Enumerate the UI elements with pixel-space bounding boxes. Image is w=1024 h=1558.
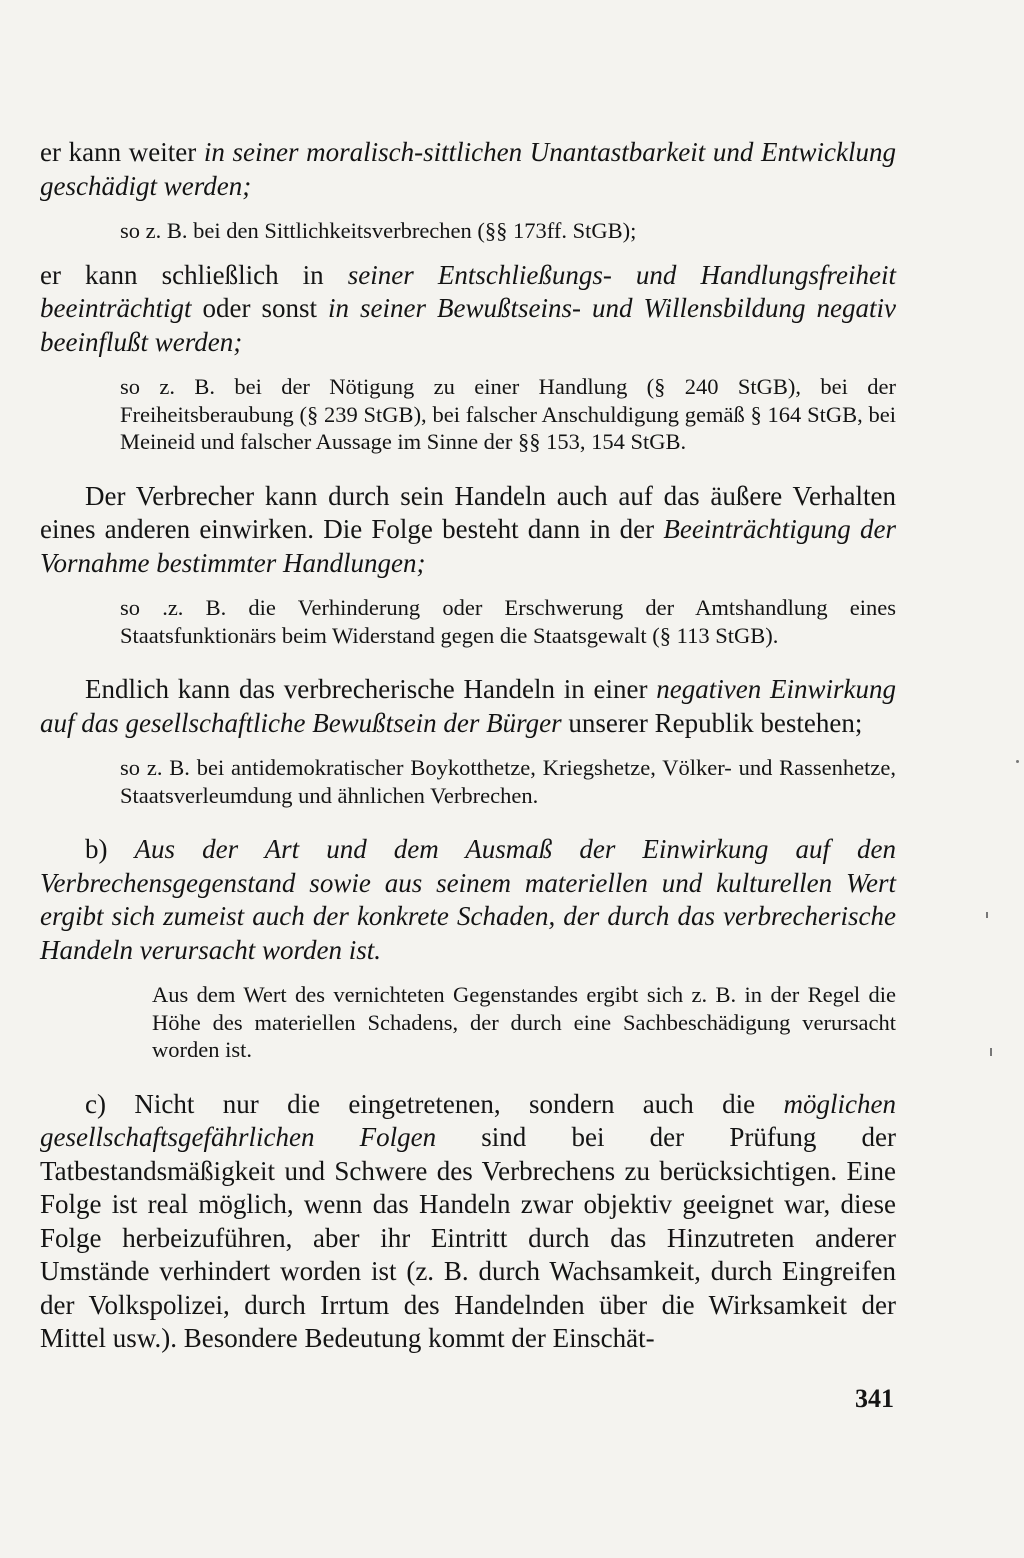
example-4: so z. B. bei antidemokratischer Boykotthetze, Kriegshetze, Völker- und Rassenhetze, Staatsverleumdung und ähnlichen Verbrechen. [120, 755, 896, 808]
paragraph-5 [40, 833, 896, 967]
p4-seg-0: Endlich kann das verbrecherische Handeln in einer [85, 674, 657, 704]
scan-speck [986, 912, 988, 918]
scan-speck [1016, 760, 1019, 763]
p4-seg-1: negativen Einwirkung auf das gesellschaftliche Bewußtsein der Bürger [40, 674, 896, 738]
paragraph-1 [40, 136, 896, 203]
p6-seg-2: sind bei der Prüfung der Tatbestandsmäßigkeit und Schwere des Verbrechens zu berücksichtigen. Eine Folge ist real möglich, wenn das Handeln zwar objektiv geeignet war, diese Folge herbeizuführen, aber ihr Eintritt durch das Hinzutreten anderer Umstände verhindert worden ist (z. B. durch Wachsamkeit, durch Eingreifen der Volkspolizei, durch Irrtum des Handelnden über die Wirksamkeit der Mittel usw.). Besondere Bedeutung kommt der Einschät- [40, 1122, 896, 1353]
p2-seg-3: in seiner Bewußtseins- und Willensbildung negativ beeinflußt werden; [40, 293, 896, 357]
example-2: so z. B. bei der Nötigung zu einer Handlung (§ 240 StGB), bei der Freiheitsberaubung (§ 239 StGB), bei falscher Anschuldigung gemäß § 164 StGB, bei Meineid und falscher Aussage im Sinne der §§ 153, 154 StGB. [120, 374, 896, 454]
example-1: so z. B. bei den Sittlichkeitsverbrechen (§§ 173ff. StGB); [120, 218, 637, 243]
scan-speck [990, 1048, 992, 1056]
p5-seg-1: Aus der Art und dem Ausmaß der Einwirkung auf den Verbrechensgegenstand sowie aus seinem materiellen und kulturellen Wert ergibt sich zumeist auch der konkrete Schaden, der durch das verbrecherische Handeln verursacht worden ist. [40, 834, 896, 965]
p1-seg-0: er kann weiter [40, 137, 204, 167]
p2-seg-1: seiner Entschließungs- und Handlungsfreiheit beeinträchtigt [40, 259, 896, 323]
p6-seg-0: c) Nicht nur die eingetretenen, sondern auch die [85, 1088, 784, 1119]
p4-seg-2: unserer Republik bestehen; [561, 707, 863, 738]
paragraph-2 [40, 259, 896, 360]
paragraph-4 [40, 673, 896, 740]
p5-seg-0: b) [85, 834, 135, 864]
paragraph-3 [40, 480, 896, 581]
p3-seg-0: Der Verbrecher kann durch sein Handeln auch auf das äußere Verhalten eines anderen einwirken. Die Folge besteht dann in der [40, 480, 896, 544]
page-number: 341 [855, 1384, 894, 1413]
p1-seg-1: in seiner moralisch-sittlichen Unantastbarkeit und Entwicklung geschädigt werden; [40, 137, 897, 201]
p2-seg-0: er kann schließlich in [40, 259, 348, 290]
p3-seg-1: Beeinträchtigung der Vornahme bestimmter Handlungen; [40, 514, 896, 578]
example-5: Aus dem Wert des vernichteten Gegenstandes ergibt sich z. B. in der Regel die Höhe des materiellen Schadens, der durch eine Sachbeschädigung verursacht worden ist. [152, 982, 896, 1062]
paragraph-6 [40, 1088, 896, 1356]
page-body [40, 136, 896, 1356]
example-3: so .z. B. die Verhinderung oder Erschwerung der Amtshandlung eines Staatsfunktionärs beim Widerstand gegen die Staatsgewalt (§ 113 StGB). [120, 595, 896, 648]
p6-seg-1: möglichen gesellschaftsgefährlichen Folgen [40, 1088, 896, 1152]
p2-seg-2: oder sonst [191, 293, 328, 323]
